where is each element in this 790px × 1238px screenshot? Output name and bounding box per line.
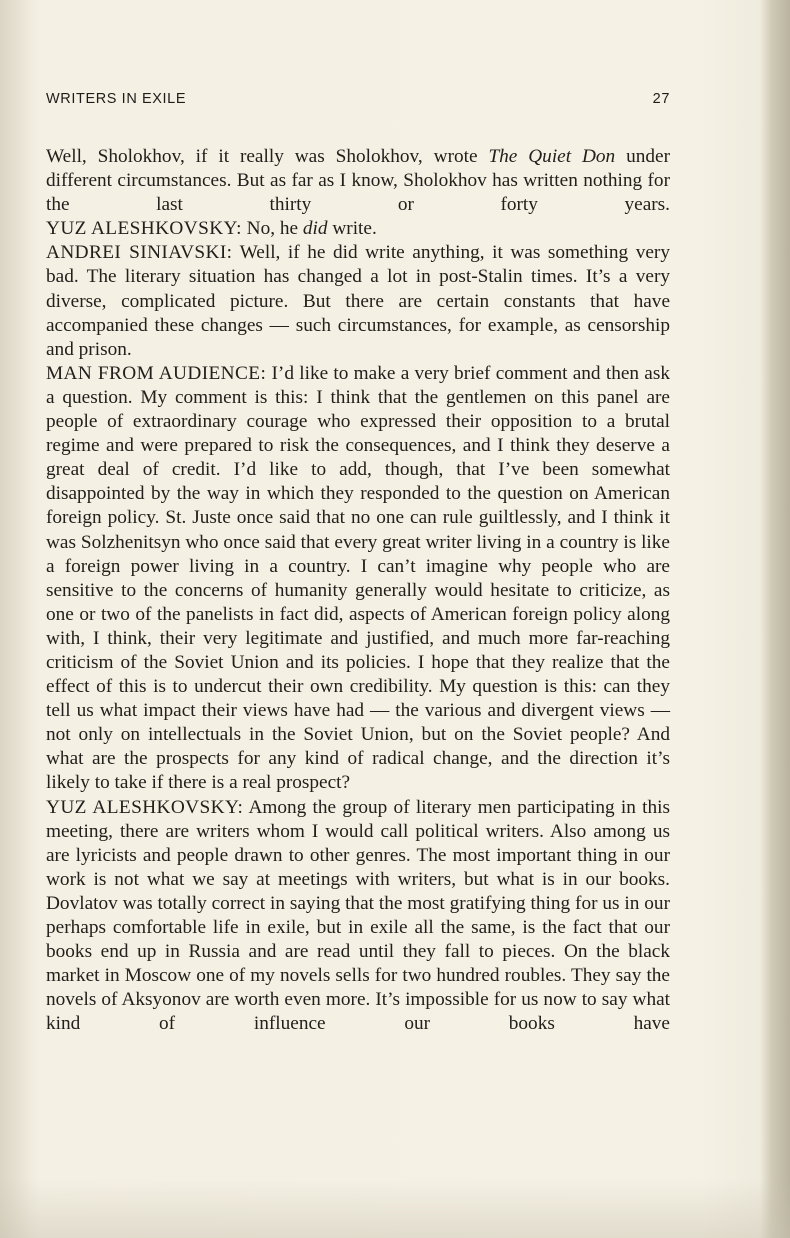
paragraph-aleshkovsky-answer [46, 796, 670, 1037]
book-title-italic: The Quiet Don [488, 146, 616, 167]
speaker-name: ANDREI SINIAVSKI: [46, 242, 233, 264]
paragraph-text: Among the group of literary men participating in this meeting, there are writers whom I would call political writers. Also among us are lyricists and people drawn to other genres. The most important thing in our work is not what we say at meetings with writers, but what is in our books. Dovlatov was totally correct in saying that the most gratifying thing for us in our perhaps comfortable life in exile, but in exile all the same, is the fact that our books end up in Russia and are read until they fall to pieces. On the black market in Moscow one of my novels sells for two hundred roubles. They say the novels of Aksyonov are worth even more. It’s impossible for us now to say what kind of influence our books have [46, 796, 670, 1035]
page-bottom-shadow [0, 1178, 790, 1238]
paragraph-audience-question [46, 362, 670, 796]
paragraph-text: under different circumstances. But as far as I know, Sholokhov has written nothing for the last thirty or forty years. [46, 146, 670, 216]
running-head: WRITERS IN EXILE [46, 91, 187, 107]
paragraph-sholokhov [46, 145, 670, 217]
speaker-name: MAN FROM AUDIENCE: [46, 362, 267, 384]
page-gutter-shadow [0, 0, 40, 1238]
paragraph-text: write. [327, 218, 377, 240]
speaker-name: YUZ ALESHKOVSKY: [46, 218, 242, 240]
paragraph-aleshkovsky-reply [46, 217, 670, 241]
page-number: 27 [652, 91, 670, 107]
paragraph-siniavski [46, 241, 670, 361]
emphasis-italic: did [302, 218, 328, 240]
paragraph-text: I’d like to make a very brief comment and then ask a question. My comment is this: I think that the gentlemen on this panel are people of extraordinary courage who expressed their opposition to a brutal regime and were prepared to risk the consequences, and I think they deserve a great deal of credit. I’d like to add, though, that I’ve been somewhat disappointed by the way in which they responded to the question on American foreign policy. St. Juste once said that no one can rule guiltlessly, and I think it was Solzhenitsyn who once said that every great writer living in a country is like a foreign power living in a country. I can’t imagine why people who are sensitive to the concerns of humanity generally would hesitate to criticize, as one or two of the panelists in fact did, aspects of American foreign policy along with, I think, their very legitimate and justified, and much more far-reaching criticism of the Soviet Union and its policies. I hope that they realize that the effect of this is to undercut their own credibility. My question is this: can they tell us what impact their views have had — the various and divergent views — not only on intellectuals in the Soviet Union, but on the Soviet people? And what are the prospects for any kind of radical change, and the direction it’s likely to take if there is a real prospect? [46, 362, 671, 794]
speaker-name: YUZ ALESHKOVSKY: [46, 796, 244, 818]
paragraph-text: No, he [241, 218, 303, 240]
paragraph-text: Well, Sholokhov, if it really was Sholokhov, wrote [46, 146, 489, 167]
body-text [46, 145, 670, 1036]
paragraph-text: Well, if he did write anything, it was something very bad. The literary situation has changed a lot in post-Stalin times. It’s a very diverse, complicated picture. But there are certain constants that have accompanied these changes — such circumstances, for example, as censorship and prison. [46, 242, 670, 360]
page-header [46, 91, 670, 111]
